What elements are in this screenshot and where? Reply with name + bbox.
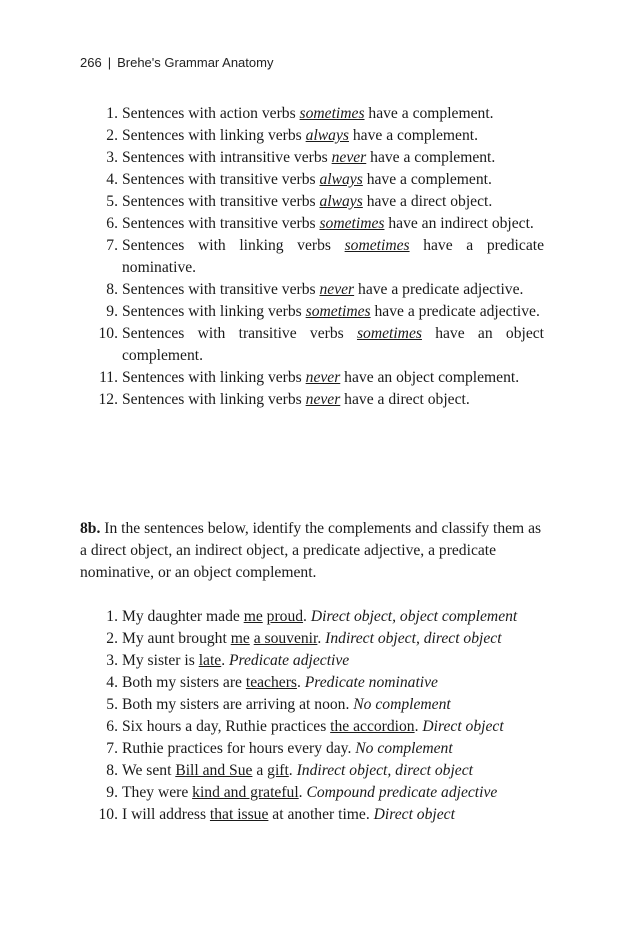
item-number: 6. xyxy=(106,215,118,232)
exercise-label: 8b. xyxy=(80,520,101,537)
item-number: 3. xyxy=(106,652,118,669)
book-title: Brehe's Grammar Anatomy xyxy=(117,55,274,70)
complement-word: a souvenir xyxy=(253,630,318,647)
sentence-text: My aunt brought xyxy=(122,630,231,647)
item-number: 2. xyxy=(106,630,118,647)
item-keyword: sometimes xyxy=(305,303,371,320)
item-keyword: sometimes xyxy=(319,215,385,232)
item-number: 4. xyxy=(106,674,118,691)
item-text: Sentences with transitive verbs xyxy=(122,281,320,298)
answer-label: No complement xyxy=(353,696,451,713)
list-item xyxy=(82,103,544,125)
item-text: have an indirect object. xyxy=(384,215,534,232)
complement-word: the accordion xyxy=(330,718,415,735)
answer-label: No complement xyxy=(355,740,453,757)
item-text: have a predicate nominative. xyxy=(122,237,544,276)
item-keyword: never xyxy=(331,149,367,166)
answer-label: Direct object xyxy=(373,806,455,823)
sentence-text: Six hours a day, Ruthie practices xyxy=(122,718,331,735)
sentence-text: My daughter made xyxy=(122,608,244,625)
item-number: 7. xyxy=(106,237,118,254)
item-number: 10. xyxy=(98,806,118,823)
item-text: Sentences with action verbs xyxy=(122,105,300,122)
sentence-text: Both my sisters are xyxy=(122,674,246,691)
item-text: have a direct object. xyxy=(340,391,470,408)
item-text: have a predicate adjective. xyxy=(354,281,524,298)
list-item xyxy=(82,760,544,782)
sentence-text: at another time. xyxy=(268,806,374,823)
answer-label: Direct object, object complement xyxy=(310,608,518,625)
list-item xyxy=(82,672,544,694)
answer-label: Predicate nominative xyxy=(304,674,438,691)
header-separator: | xyxy=(107,55,112,70)
list-item xyxy=(82,191,544,213)
item-keyword: sometimes xyxy=(299,105,365,122)
page-number: 266 xyxy=(80,55,102,70)
item-text: Sentences with linking verbs xyxy=(122,127,306,144)
sentence-text: . xyxy=(414,718,423,735)
item-number: 12. xyxy=(98,391,118,408)
item-text: Sentences with transitive verbs xyxy=(122,325,357,342)
sentence-text: . xyxy=(317,630,326,647)
list-item xyxy=(82,650,544,672)
item-text: Sentences with intransitive verbs xyxy=(122,149,332,166)
item-keyword: always xyxy=(319,171,363,188)
list-item xyxy=(82,323,544,367)
complement-word: kind and grateful xyxy=(192,784,299,801)
complement-word: teachers xyxy=(245,674,297,691)
item-number: 1. xyxy=(106,105,118,122)
list-item xyxy=(82,606,544,628)
answer-label: Indirect object, direct object xyxy=(296,762,473,779)
answer-label: Compound predicate adjective xyxy=(306,784,498,801)
item-text: have an object complement. xyxy=(122,325,544,364)
list-item xyxy=(82,738,544,760)
list-item xyxy=(82,367,544,389)
answer-label: Predicate adjective xyxy=(229,652,350,669)
item-number: 8. xyxy=(106,762,118,779)
sentence-text: They were xyxy=(122,784,193,801)
item-keyword: always xyxy=(319,193,363,210)
item-keyword: never xyxy=(319,281,355,298)
list-item xyxy=(82,716,544,738)
answer-label: Direct object xyxy=(422,718,504,735)
list-item xyxy=(82,782,544,804)
item-text: Sentences with transitive verbs xyxy=(122,171,320,188)
item-text: Sentences with transitive verbs xyxy=(122,193,320,210)
sentence-text: Both my sisters are arriving at noon. xyxy=(122,696,354,713)
complement-word: me xyxy=(243,608,263,625)
item-text: have a complement. xyxy=(366,149,496,166)
item-number: 11. xyxy=(99,369,118,386)
list-item xyxy=(82,301,544,323)
item-text: Sentences with linking verbs xyxy=(122,369,306,386)
exercise-instructions xyxy=(80,518,544,584)
complement-word: that issue xyxy=(209,806,269,823)
complement-word: Bill and Sue xyxy=(175,762,253,779)
sentence-text: My sister is xyxy=(122,652,199,669)
item-number: 8. xyxy=(106,281,118,298)
exercise-text: In the sentences below, identify the complements and classify them as a direct object, an indirect object, a predicate adjective, a predicate nominative, or an object complement. xyxy=(80,520,542,581)
item-number: 6. xyxy=(106,718,118,735)
list-item xyxy=(82,389,544,411)
item-keyword: sometimes xyxy=(356,325,422,342)
sentence-text: . xyxy=(296,674,305,691)
item-text: Sentences with transitive verbs xyxy=(122,215,320,232)
sentence-text: Ruthie practices for hours every day. xyxy=(122,740,356,757)
list-item xyxy=(82,279,544,301)
answer-list xyxy=(82,606,544,826)
list-item xyxy=(82,147,544,169)
list-item xyxy=(82,694,544,716)
item-number: 9. xyxy=(106,303,118,320)
item-text: have a direct object. xyxy=(362,193,493,210)
item-text: have an object complement. xyxy=(340,369,520,386)
sentence-text: . xyxy=(288,762,297,779)
item-number: 10. xyxy=(98,325,118,342)
item-text: Sentences with linking verbs xyxy=(122,391,306,408)
item-text: have a complement. xyxy=(362,171,492,188)
item-number: 5. xyxy=(106,696,118,713)
item-number: 3. xyxy=(106,149,118,166)
item-keyword: never xyxy=(305,391,341,408)
item-text: have a complement. xyxy=(348,127,478,144)
sentence-text: I will address xyxy=(122,806,210,823)
list-item xyxy=(82,628,544,650)
running-header xyxy=(80,55,273,70)
verb-rules-list xyxy=(82,103,544,411)
list-item xyxy=(82,169,544,191)
sentence-text: . xyxy=(221,652,229,669)
item-number: 2. xyxy=(106,127,118,144)
sentence-text: a xyxy=(252,762,268,779)
sentence-text: . xyxy=(303,608,311,625)
item-text: Sentences with linking verbs xyxy=(122,237,345,254)
complement-word: proud xyxy=(266,608,304,625)
complement-word: me xyxy=(230,630,250,647)
sentence-text: We sent xyxy=(122,762,176,779)
item-text: have a predicate adjective. xyxy=(370,303,540,320)
item-number: 5. xyxy=(106,193,118,210)
complement-word: late xyxy=(198,652,222,669)
item-keyword: never xyxy=(305,369,341,386)
answer-label: Indirect object, direct object xyxy=(325,630,502,647)
complement-word: gift xyxy=(267,762,289,779)
item-keyword: sometimes xyxy=(344,237,410,254)
item-number: 7. xyxy=(106,740,118,757)
item-number: 9. xyxy=(106,784,118,801)
list-item xyxy=(82,125,544,147)
list-item xyxy=(82,213,544,235)
item-text: have a complement. xyxy=(364,105,494,122)
list-item xyxy=(82,235,544,279)
item-number: 1. xyxy=(106,608,118,625)
list-item xyxy=(82,804,544,826)
item-keyword: always xyxy=(305,127,349,144)
item-number: 4. xyxy=(106,171,118,188)
item-text: Sentences with linking verbs xyxy=(122,303,306,320)
sentence-text: . xyxy=(298,784,307,801)
